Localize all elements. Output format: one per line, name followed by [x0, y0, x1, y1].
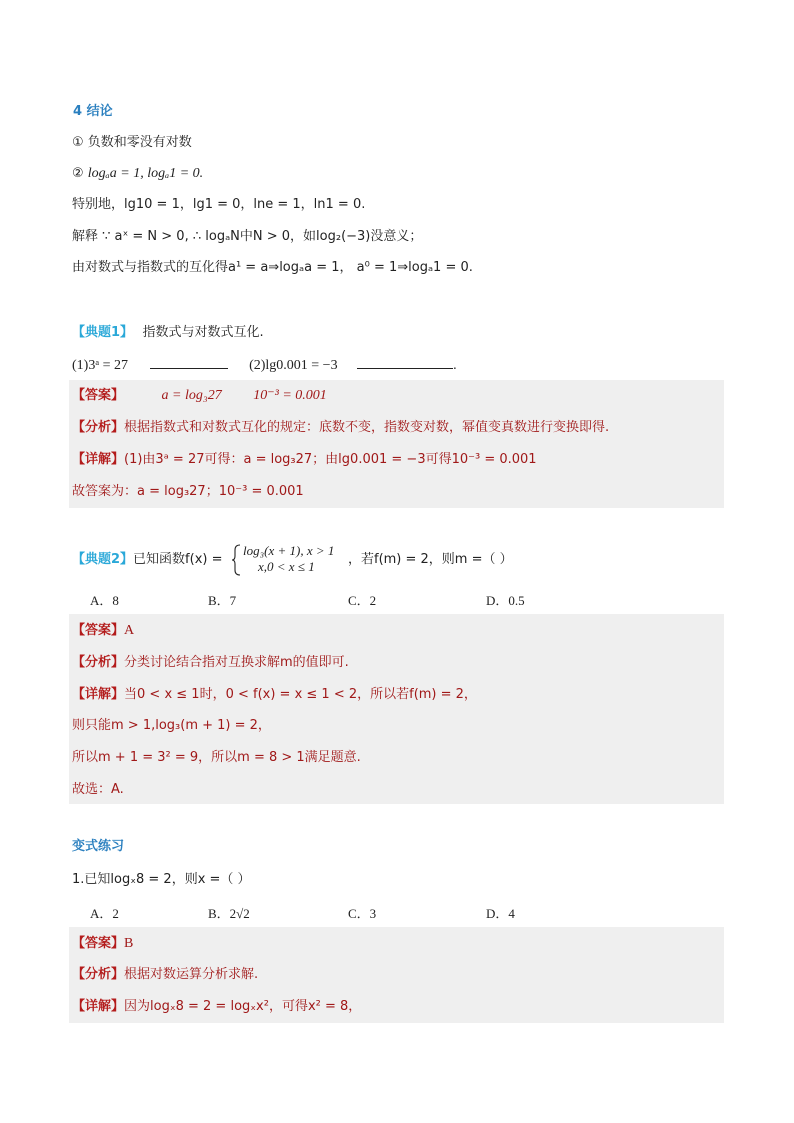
example-2-option-d: D．0.5	[486, 593, 525, 608]
example-2-detail-line-3: 所以m + 1 = 3² = 9，所以m = 8 > 1满足题意.	[72, 750, 361, 765]
example-1-answer: 【答案】 a = log₃27 10⁻³ = 0.001	[72, 388, 327, 403]
piecewise-case-2: x,0 < x ≤ 1	[258, 559, 315, 574]
example-1-heading	[72, 324, 264, 342]
practice-option-a: A．2	[90, 906, 119, 921]
example-2-detail-line-2: 则只能m > 1,log₃(m + 1) = 2，	[72, 718, 271, 733]
practice-option-b: B．2√2	[208, 906, 250, 921]
practice-title: 变式练习	[72, 839, 125, 854]
example-2-tag: 【典题2】	[72, 552, 134, 567]
example-2-option-c: C．2	[348, 593, 377, 608]
example-2-question: ，若f(m) = 2，则m =（ ）	[348, 552, 513, 567]
conversion-note: 由对数式与指数式的互化得a¹ = a⇒logₐa = 1， a⁰ = 1⇒logₐ1 = 0.	[72, 260, 473, 275]
practice-analysis: 【分析】根据对数运算分析求解.	[72, 967, 259, 982]
example-2-analysis: 【分析】分类讨论结合指对互换求解m的值即可.	[72, 655, 349, 670]
example-1-question-2: (2)lg0.001 = −3	[249, 358, 338, 373]
example-2-detail: 【详解】当0 < x ≤ 1时，0 < f(x) = x ≤ 1 < 2，所以若f(m) = 2，	[72, 687, 477, 702]
conclusion-item-1: ① 负数和零没有对数	[72, 135, 192, 150]
example-1-conclusion: 故答案为：a = log₃27；10⁻³ = 0.001	[72, 484, 304, 499]
section-title: 4 结论	[73, 104, 113, 119]
practice-question-1: 1.已知logₓ8 = 2，则x =（ ）	[72, 872, 251, 887]
practice-option-c: C．3	[348, 906, 377, 921]
example-1-question-1: (1)3ᵃ = 27	[72, 358, 129, 373]
example-1-detail: 【详解】(1)由3ᵃ = 27可得：a = log₃27；由lg0.001 = −3可得10⁻³ = 0.001	[72, 452, 537, 467]
answer-blank-1	[150, 356, 228, 369]
example-1-analysis: 【分析】根据指数式和对数式互化的规定：底数不变，指数变对数，幂值变真数进行变换即得.	[72, 420, 610, 435]
practice-option-d: D．4	[486, 906, 515, 921]
example-1-title: 指数式与对数式互化.	[142, 325, 264, 340]
example-2-option-b: B．7	[208, 593, 237, 608]
example-2-option-a: A．8	[90, 593, 119, 608]
answer-blank-2	[357, 356, 453, 369]
special-cases: 特别地，lg10 = 1，lg1 = 0，lne = 1，ln1 = 0.	[72, 197, 366, 212]
example-1-tag: 【典题1】	[72, 325, 134, 340]
example-2-solution-box	[69, 614, 724, 804]
piecewise-brace	[231, 544, 241, 576]
example-2-answer: 【答案】A	[72, 623, 135, 638]
example-1-questions: (1)3ᵃ = 27 (2)lg0.001 = −3 .	[72, 358, 457, 373]
example-2-detail-line-4: 故选：A.	[72, 782, 124, 797]
conclusion-item-2: ② logₐa = 1, logₐ1 = 0.	[72, 166, 204, 181]
example-2-stem: 【典题2】已知函数f(x) =	[72, 552, 223, 567]
explanation: 解释 ∵ aˣ = N > 0, ∴ logₐN中N > 0，如log₂(−3)没意义；	[72, 229, 423, 244]
piecewise-case-1: log₃(x + 1), x > 1	[243, 543, 335, 558]
practice-detail: 【详解】因为logₓ8 = 2 = logₓx²，可得x² = 8，	[72, 999, 362, 1014]
practice-answer: 【答案】B	[72, 936, 134, 951]
